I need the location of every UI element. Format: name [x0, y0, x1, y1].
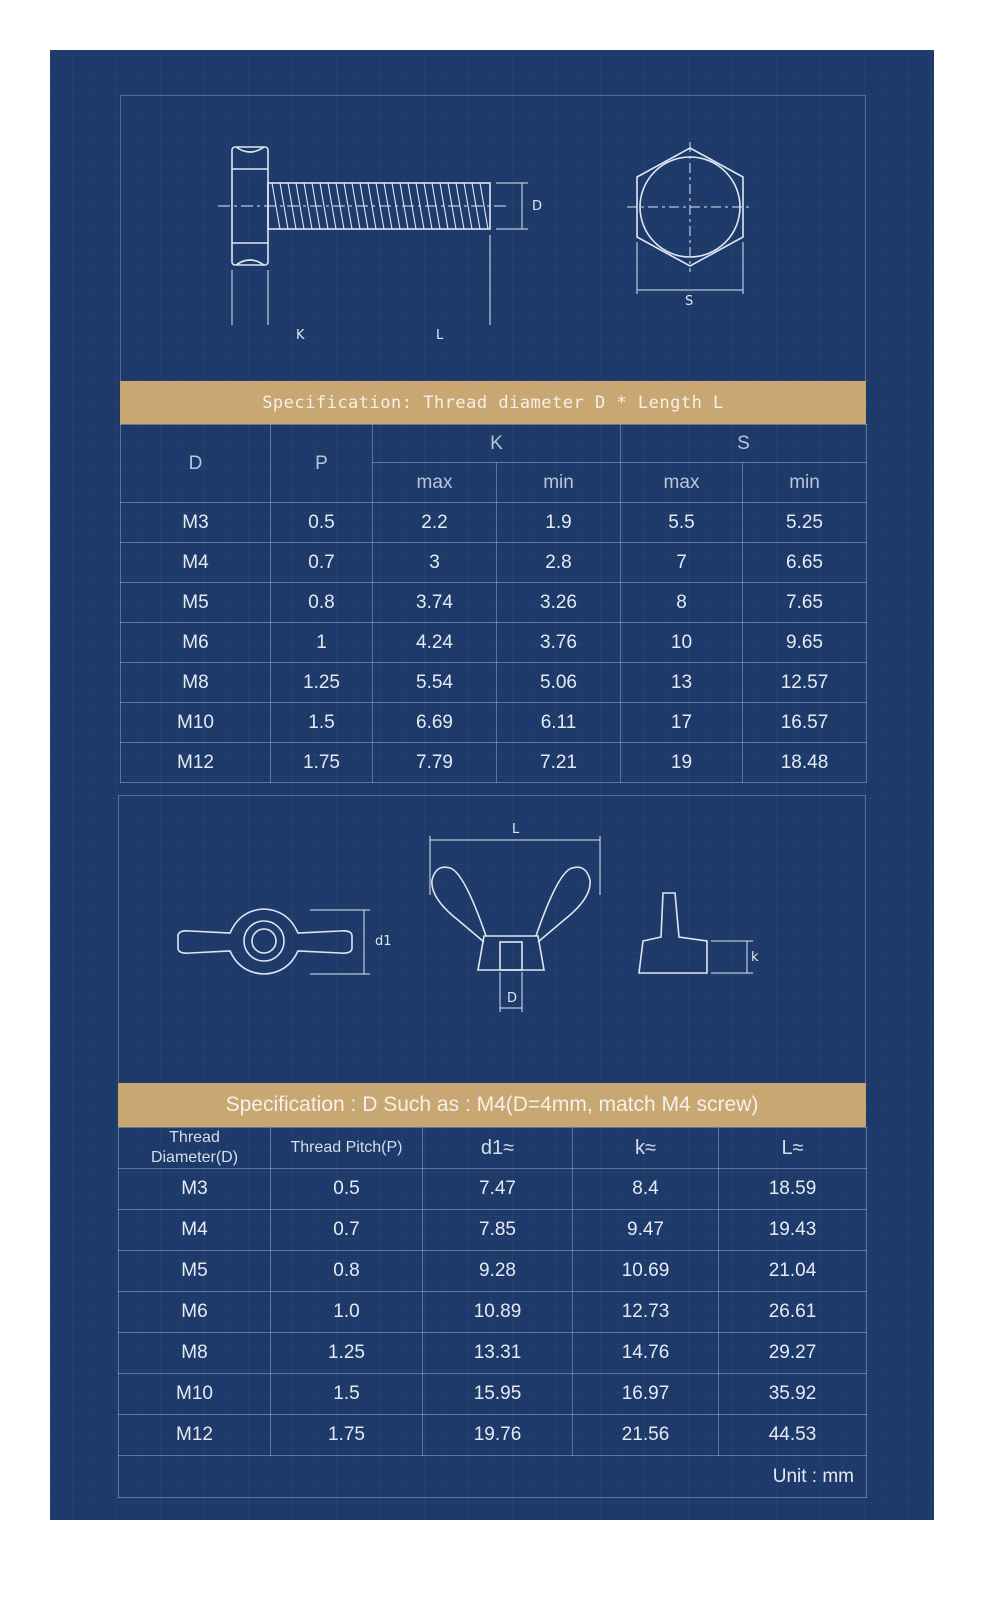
wingnut-top-view-drawing — [170, 900, 400, 980]
table-cell: M12 — [121, 743, 271, 783]
table-cell: 7 — [621, 543, 743, 583]
thread-header-line2: Diameter(D) — [150, 1149, 239, 1166]
table-cell: M12 — [119, 1415, 271, 1456]
table-row — [121, 703, 867, 743]
table-cell: M8 — [121, 663, 271, 703]
wingnut-k-label: k — [751, 950, 759, 965]
table-cell: M4 — [119, 1210, 271, 1251]
table-cell: 13 — [621, 663, 743, 703]
table-cell: 6.69 — [373, 703, 497, 743]
bolt-dimension-labels — [210, 325, 590, 355]
table-cell: 7.79 — [373, 743, 497, 783]
col-header-thread-diameter — [119, 1128, 271, 1169]
table-cell: 17 — [621, 703, 743, 743]
col-header-k-min: min — [497, 463, 621, 503]
table-cell: 3.76 — [497, 623, 621, 663]
bolt-d-label: D — [532, 199, 543, 214]
wingnut-front-view-drawing — [420, 820, 610, 1020]
table-cell: 13.31 — [423, 1333, 573, 1374]
table-row — [119, 1374, 867, 1415]
table-cell: 9.28 — [423, 1251, 573, 1292]
table-cell: 8.4 — [573, 1169, 719, 1210]
table-cell: 4.24 — [373, 623, 497, 663]
table-cell: 5.54 — [373, 663, 497, 703]
col-header-s-min: min — [743, 463, 867, 503]
spec1-title-band: Specification: Thread diameter D * Length L — [120, 381, 866, 424]
col-header-k-max: max — [373, 463, 497, 503]
wingnut-l-label: L — [512, 822, 520, 837]
table-cell: 1.5 — [271, 703, 373, 743]
col-header-k: K — [373, 425, 621, 463]
table-cell: 7.47 — [423, 1169, 573, 1210]
table-cell: 12.73 — [573, 1292, 719, 1333]
table-cell: 0.8 — [271, 583, 373, 623]
table-cell: 3.26 — [497, 583, 621, 623]
table-cell: 7.85 — [423, 1210, 573, 1251]
col-header-k: k≈ — [573, 1128, 719, 1169]
table-cell: 7.65 — [743, 583, 867, 623]
table-row — [119, 1169, 867, 1210]
col-header-d: D — [121, 425, 271, 503]
wingnut-d1-label: d1 — [375, 934, 392, 949]
table-row — [121, 743, 867, 783]
table-cell: 0.5 — [271, 1169, 423, 1210]
table-cell: 10 — [621, 623, 743, 663]
table-cell: 26.61 — [719, 1292, 867, 1333]
table-cell: 1 — [271, 623, 373, 663]
table-cell: 5.5 — [621, 503, 743, 543]
col-header-s: S — [621, 425, 867, 463]
unit-label: Unit : mm — [119, 1456, 867, 1498]
table-cell: M8 — [119, 1333, 271, 1374]
table-cell: M4 — [121, 543, 271, 583]
table-cell: M3 — [119, 1169, 271, 1210]
table-cell: 19.43 — [719, 1210, 867, 1251]
table-row — [121, 663, 867, 703]
table-cell: 0.7 — [271, 543, 373, 583]
table-cell: 29.27 — [719, 1333, 867, 1374]
table-cell: M3 — [121, 503, 271, 543]
table-cell: 1.9 — [497, 503, 621, 543]
wingnut-d-label: D — [507, 991, 518, 1006]
table-cell: 9.65 — [743, 623, 867, 663]
table-cell: 5.25 — [743, 503, 867, 543]
col-header-p: P — [271, 425, 373, 503]
table-cell: 16.57 — [743, 703, 867, 743]
table-cell: 3.74 — [373, 583, 497, 623]
table-cell: 8 — [621, 583, 743, 623]
table-row — [119, 1251, 867, 1292]
hex-bolt-side-view-drawing — [210, 135, 600, 325]
table-cell: 1.25 — [271, 1333, 423, 1374]
table-cell: 1.75 — [271, 1415, 423, 1456]
col-header-thread-pitch: Thread Pitch(P) — [271, 1128, 423, 1169]
table-cell: 1.25 — [271, 663, 373, 703]
table-cell: 19.76 — [423, 1415, 573, 1456]
table-cell: 3 — [373, 543, 497, 583]
col-header-s-max: max — [621, 463, 743, 503]
table-cell: 0.5 — [271, 503, 373, 543]
table-cell: 14.76 — [573, 1333, 719, 1374]
table-row — [119, 1333, 867, 1374]
table-cell: 10.69 — [573, 1251, 719, 1292]
table-cell: M5 — [119, 1251, 271, 1292]
table-cell: M6 — [119, 1292, 271, 1333]
bolt-k-label: K — [296, 328, 305, 343]
col-header-l: L≈ — [719, 1128, 867, 1169]
table-cell: 19 — [621, 743, 743, 783]
bolt-l-label: L — [436, 328, 444, 343]
table-cell: 18.48 — [743, 743, 867, 783]
table-cell: M5 — [121, 583, 271, 623]
table-cell: 9.47 — [573, 1210, 719, 1251]
table-cell: 2.2 — [373, 503, 497, 543]
table-cell: 7.21 — [497, 743, 621, 783]
table-cell: 1.0 — [271, 1292, 423, 1333]
table-cell: 35.92 — [719, 1374, 867, 1415]
table-cell: 1.75 — [271, 743, 373, 783]
table-cell: 15.95 — [423, 1374, 573, 1415]
table-cell: 0.8 — [271, 1251, 423, 1292]
table-row — [119, 1292, 867, 1333]
table-cell: M10 — [121, 703, 271, 743]
table-row — [119, 1415, 867, 1456]
table-row — [119, 1210, 867, 1251]
table-cell: 21.04 — [719, 1251, 867, 1292]
table-cell: 1.5 — [271, 1374, 423, 1415]
spec2-title-band: Specification : D Such as : M4(D=4mm, match M4 screw) — [118, 1083, 866, 1127]
table-row — [121, 543, 867, 583]
table-cell: 18.59 — [719, 1169, 867, 1210]
table-cell: 0.7 — [271, 1210, 423, 1251]
table-cell: 12.57 — [743, 663, 867, 703]
col-header-d1: d1≈ — [423, 1128, 573, 1169]
bolt-spec-table — [120, 424, 867, 783]
thread-header-line1: Thread — [169, 1129, 220, 1146]
table-row — [121, 623, 867, 663]
table-cell: 21.56 — [573, 1415, 719, 1456]
table-row — [121, 503, 867, 543]
hex-head-top-view-drawing — [625, 142, 755, 312]
table-cell: M6 — [121, 623, 271, 663]
table-row — [121, 583, 867, 623]
table-cell: M10 — [119, 1374, 271, 1415]
spec-sheet-panel — [50, 50, 934, 1520]
table-cell: 16.97 — [573, 1374, 719, 1415]
wingnut-side-view-drawing — [635, 885, 765, 985]
hex-s-label: S — [685, 294, 694, 309]
table-cell: 6.11 — [497, 703, 621, 743]
wingnut-spec-table — [118, 1127, 867, 1498]
table-cell: 6.65 — [743, 543, 867, 583]
table-cell: 2.8 — [497, 543, 621, 583]
table-cell: 5.06 — [497, 663, 621, 703]
table-cell: 44.53 — [719, 1415, 867, 1456]
table-cell: 10.89 — [423, 1292, 573, 1333]
